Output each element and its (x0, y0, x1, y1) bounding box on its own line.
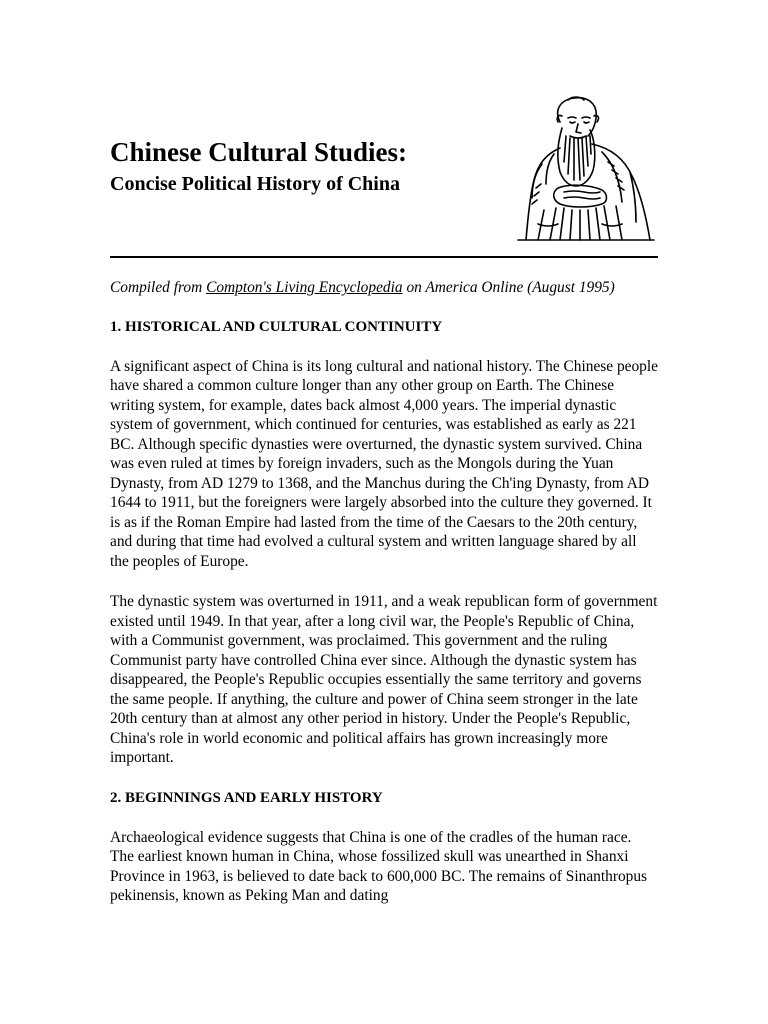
horizontal-rule (110, 256, 658, 258)
page-title: Chinese Cultural Studies: (110, 137, 408, 167)
source-credit (110, 278, 658, 298)
paragraph: The dynastic system was overturned in 1911, and a weak republican form of government existed until 1949. In that year, after a long civil war, the People's Republic of China, with a Communist government, was proclaimed. This government and the ruling Communist party have controlled China ever since. Although the dynastic system has disappeared, the People's Republic occupies essentially the same territory and governs the same people. If anything, the culture and power of China seem stronger in the late 20th century than at almost any other period in history. Under the People's Republic, China's role in world economic and political affairs has grown increasingly more important. (110, 593, 658, 766)
encyclopedia-link[interactable]: Compton's Living Encyclopedia (206, 279, 403, 296)
section-heading-1: 1. HISTORICAL AND CULTURAL CONTINUITY (110, 318, 443, 335)
section-heading-2: 2. BEGINNINGS AND EARLY HISTORY (110, 789, 383, 806)
paragraph: A significant aspect of China is its long cultural and national history. The Chinese people have shared a common culture longer than any other group on Earth. The Chinese writing system, for example, dates back almost 4,000 years. The imperial dynastic system of government, which continued for centuries, was established as early as 221 BC. Although specific dynasties were overturned, the dynastic system survived. China was even ruled at times by foreign invaders, such as the Mongols during the Yuan Dynasty, from AD 1279 to 1368, and the Manchus during the Ch'ing Dynasty, from AD 1644 to 1911, but the foreigners were largely absorbed into the culture they governed. It is as if the Roman Empire had lasted from the time of the Caesars to the 20th century, and during that time had evolved a cultural system and written language shared by all the peoples of Europe. (110, 357, 658, 570)
credit-prefix: Compiled from (110, 279, 203, 296)
article-body (110, 278, 658, 927)
page-subtitle: Concise Political History of China (110, 173, 400, 195)
paragraph: Archaeological evidence suggests that China is one of the cradles of the human race. The earliest known human in China, whose fossilized skull was unearthed in Shanxi Province in 1963, is believed to date back to 600,000 BC. The remains of Sinanthropus pekinensis, known as Peking Man and dating (110, 828, 648, 904)
credit-suffix: on America Online (August 1995) (406, 279, 615, 296)
confucius-portrait-icon (498, 92, 658, 244)
